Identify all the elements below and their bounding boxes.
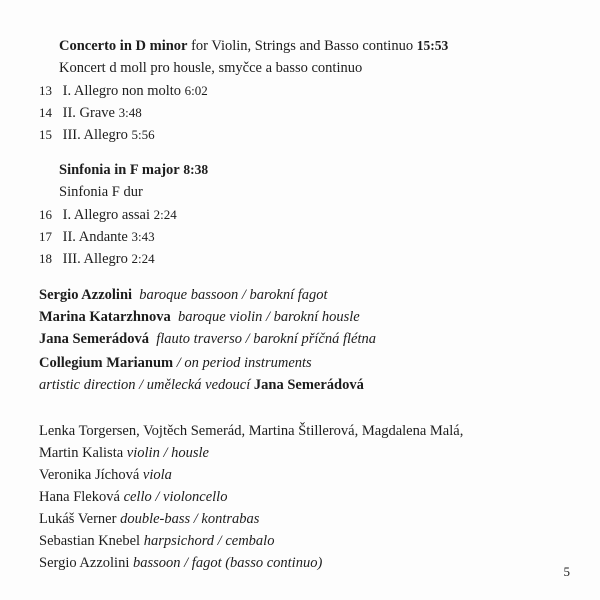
track-duration: 3:48	[118, 105, 142, 120]
soloists-list	[0, 284, 600, 350]
work-czech-title: Sinfonia F dur	[59, 184, 143, 200]
soloist-role: baroque bassoon / barokní fagot	[139, 287, 328, 303]
track-row	[0, 248, 600, 270]
track-duration: 2:24	[131, 251, 155, 266]
member-row	[39, 464, 600, 486]
soloist-row	[39, 306, 600, 328]
track-movement: III. Allegro	[62, 127, 128, 143]
director-name: Jana Semerádová	[253, 377, 364, 393]
soloist-name: Jana Semerádová	[39, 331, 149, 347]
track-duration: 3:43	[131, 229, 155, 244]
ensemble-name: Collegium Marianum	[39, 355, 174, 371]
track-number: 14	[39, 105, 52, 120]
member-role: viola	[142, 467, 172, 483]
page-number: 5	[563, 564, 570, 579]
work-concerto-d-minor	[0, 35, 600, 79]
track-movement: I. Allegro assai	[62, 207, 151, 223]
track-number: 16	[39, 207, 52, 222]
ensemble-heading	[39, 352, 600, 374]
member-row	[39, 508, 600, 530]
member-role: harpsichord / cembalo	[143, 533, 275, 549]
track-row	[0, 80, 600, 102]
member-role: violin / housle	[126, 445, 209, 461]
member-role: double-bass / kontrabas	[120, 511, 260, 527]
soloist-row	[39, 284, 600, 306]
work-duration: 15:53	[416, 38, 449, 53]
soloist-role: baroque violin / barokní housle	[177, 309, 360, 325]
work-title: Sinfonia in F major	[59, 162, 180, 178]
member-names: Lenka Torgersen, Vojtěch Semerád, Martina Štillerová, Magdalena Malá,	[39, 423, 464, 439]
ensemble-direction	[39, 374, 600, 396]
member-row	[39, 552, 600, 574]
work-heading	[0, 35, 600, 57]
track-movement: II. Andante	[62, 229, 128, 245]
track-list	[0, 80, 600, 146]
soloist-name: Sergio Azzolini	[39, 287, 133, 303]
track-number: 18	[39, 251, 52, 266]
member-row	[39, 420, 600, 442]
ensemble-note: / on period instruments	[176, 355, 312, 371]
track-number: 15	[39, 127, 52, 142]
work-title: Concerto in D minor	[59, 38, 188, 54]
member-names: Hana Fleková	[39, 489, 120, 505]
track-row	[0, 226, 600, 248]
member-names: Lukáš Verner	[39, 511, 117, 527]
member-role: cello / violoncello	[123, 489, 228, 505]
work-heading	[0, 159, 600, 181]
track-row	[0, 102, 600, 124]
member-names: Sebastian Knebel	[39, 533, 141, 549]
member-names: Veronika Jíchová	[39, 467, 140, 483]
soloist-name: Marina Katarzhnova	[39, 309, 171, 325]
track-row	[0, 124, 600, 146]
member-row	[39, 442, 600, 464]
track-number: 17	[39, 229, 52, 244]
track-list	[0, 204, 600, 270]
track-movement: III. Allegro	[62, 251, 128, 267]
member-row	[39, 530, 600, 552]
track-duration: 6:02	[184, 83, 208, 98]
track-duration: 2:24	[153, 207, 177, 222]
members-list	[0, 420, 600, 574]
member-names: Sergio Azzolini	[39, 555, 130, 571]
track-duration: 5:56	[131, 127, 155, 142]
work-czech-title: Koncert d moll pro housle, smyčce a basso continuo	[59, 60, 363, 76]
direction-label: artistic direction / umělecká vedoucí	[39, 377, 251, 393]
member-role: bassoon / fagot (basso continuo)	[132, 555, 323, 571]
track-movement: II. Grave	[62, 105, 115, 121]
ensemble-block	[0, 352, 600, 396]
work-sinfonia-f-major	[0, 159, 600, 203]
track-number: 13	[39, 83, 52, 98]
work-duration: 8:38	[183, 162, 209, 177]
soloist-row	[39, 328, 600, 350]
member-row	[39, 486, 600, 508]
soloist-role: flauto traverso / barokní příčná flétna	[156, 331, 376, 347]
track-movement: I. Allegro non molto	[62, 83, 182, 99]
track-row	[0, 204, 600, 226]
member-names: Martin Kalista	[39, 445, 124, 461]
work-subtitle: for Violin, Strings and Basso continuo	[191, 38, 414, 54]
